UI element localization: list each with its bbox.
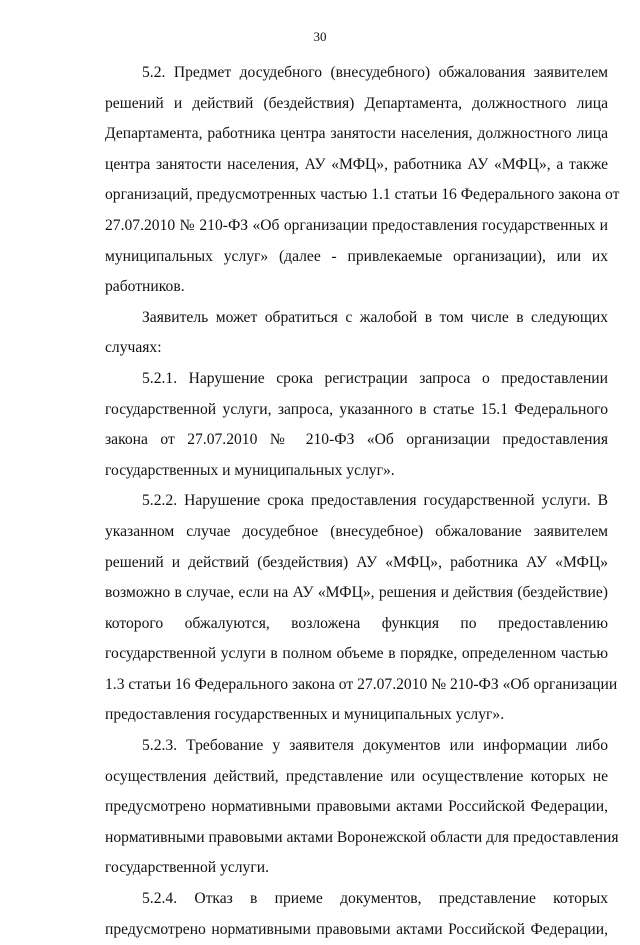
text-line: 5.2.1. Нарушение срока регистрации запроса о предоставлении — [142, 369, 608, 387]
paragraph-5-2-3 — [105, 731, 619, 884]
text-line: которого обжалуются, возложена функция по предоставлению — [105, 614, 608, 632]
paragraph-5-2-2 — [105, 486, 618, 731]
text-line: осуществления действий, представление или осуществление которых не — [105, 767, 608, 785]
text-line: нормативными правовыми актами Воронежской области для предоставления — [105, 828, 619, 846]
paragraph-5-2 — [105, 58, 620, 303]
text-line: предоставления государственных и муниципальных услуг». — [105, 706, 505, 724]
text-line: закона от 27.07.2010 № 210-ФЗ «Об организации предоставления — [105, 431, 608, 449]
text-line: государственной услуги. — [105, 859, 269, 877]
text-line: предусмотрено нормативными правовыми актами Российской Федерации, — [105, 920, 608, 938]
text-line: 5.2.2. Нарушение срока предоставления государственной услуги. В — [142, 492, 608, 510]
text-line: указанном случае досудебное (внесудебное) обжалование заявителем — [105, 522, 608, 540]
text-line: решений и действий (бездействия) Департамента, должностного лица — [105, 94, 608, 112]
text-line: Департамента, работника центра занятости населения, должностного лица — [105, 125, 608, 143]
text-line: государственной услуги, запроса, указанного в статье 15.1 Федерального — [105, 400, 608, 418]
paragraph-5-2-4 — [105, 884, 608, 945]
text-line: организаций, предусмотренных частью 1.1 статьи 16 Федерального закона от — [105, 186, 620, 204]
text-line: решений и действий (бездействия) АУ «МФЦ», работника АУ «МФЦ» — [105, 553, 608, 571]
text-line: центра занятости населения, АУ «МФЦ», работника АУ «МФЦ», а также — [105, 155, 608, 173]
page-number: 30 — [313, 29, 327, 44]
text-line: 27.07.2010 № 210-ФЗ «Об организации предоставления государственных и — [105, 216, 608, 234]
text-line: 5.2. Предмет досудебного (внесудебного) обжалования заявителем — [142, 64, 608, 81]
text-line: случаях: — [105, 339, 162, 357]
text-line: 5.2.3. Требование у заявителя документов или информации либо — [142, 737, 608, 755]
text-line: муниципальных услуг» (далее - привлекаемые организации), или их — [105, 247, 608, 265]
text-line: предусмотрено нормативными правовыми актами Российской Федерации, — [105, 798, 608, 816]
text-line: 5.2.4. Отказ в приеме документов, представление которых — [142, 890, 608, 908]
document-body — [105, 58, 620, 945]
paragraph-complaint-cases — [105, 303, 608, 364]
text-line: работников. — [105, 278, 185, 296]
text-line: возможно в случае, если на АУ «МФЦ», решения и действия (бездействие) — [105, 584, 608, 602]
text-line: государственных и муниципальных услуг». — [105, 461, 395, 479]
paragraph-5-2-1 — [105, 364, 608, 486]
text-line: Заявитель может обратиться с жалобой в том числе в следующих — [142, 308, 608, 326]
text-line: государственной услуги в полном объеме в порядке, определенном частью — [105, 645, 608, 663]
text-line: 1.3 статьи 16 Федерального закона от 27.07.2010 № 210-ФЗ «Об организации — [105, 675, 618, 693]
